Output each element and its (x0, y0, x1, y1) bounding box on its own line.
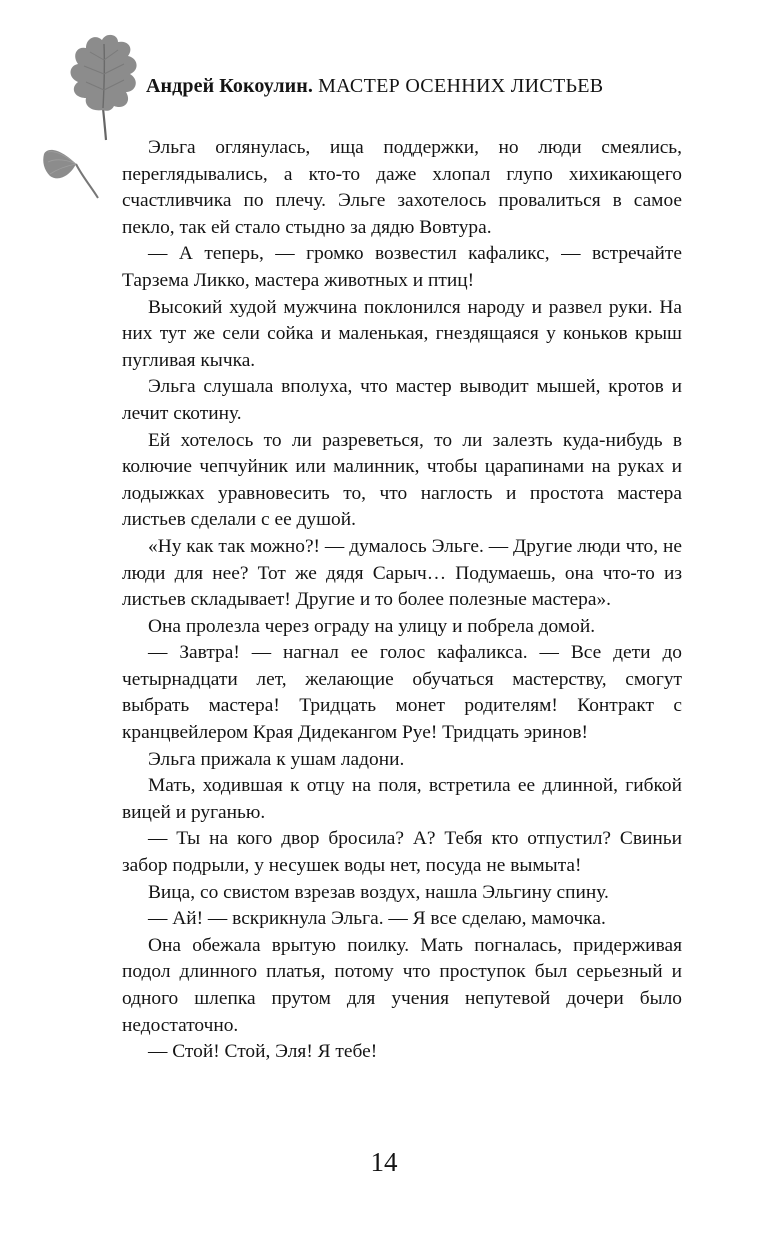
paragraph: — Ай! — вскрикнула Эльга. — Я все сделаю, мамочка. (148, 908, 606, 930)
text-body (122, 135, 682, 1066)
paragraph: — Стой! Стой, Эля! Я тебе! (148, 1041, 378, 1063)
page-number: 14 (370, 1147, 398, 1177)
paragraph: Вица, со свистом взрезав воздух, нашла Эльгину спину. (148, 881, 609, 903)
paragraph: «Ну как так можно?! — думалось Эльге. — Другие люди что, не люди для нее? Тот же дядя Сарыч… Подумаешь, она что-то из листьев складывает! Другие и то более полезные мастера». (122, 535, 682, 611)
paragraph: Высокий худой мужчина поклонился народу и развел руки. На них тут же сели сойка и маленькая, гнездящаяся у коньков крыш пугливая кычка. (122, 296, 682, 371)
paragraph: Эльга слушала вполуха, что мастер выводит мышей, кротов и лечит скотину. (122, 376, 682, 424)
running-header (146, 74, 603, 98)
paragraph: — Ты на кого двор бросила? А? Тебя кто отпустил? Свиньи забор подрыли, у несушек воды нет, посуда не вымыта! (122, 828, 682, 877)
paragraph: Она пролезла через ограду на улицу и побрела домой. (148, 615, 596, 637)
paragraph: — Завтра! — нагнал ее голос кафаликса. — Все дети до четырнадцати лет, желающие обучаться мастерству, смогут выбрать мастера! Тридцать монет родителям! Контракт с кранцвейлером Края Дидекангом Руе! Тридцать эринов! (122, 642, 682, 744)
ginkgo-leaf-icon (42, 136, 116, 200)
paragraph: Мать, ходившая к отцу на поля, встретила ее длинной, гибкой вицей и руганью. (122, 775, 682, 823)
paragraph: Эльга прижала к ушам ладони. (148, 748, 405, 770)
paragraph: — А теперь, — громко возвестил кафаликс, — встречайте Тарзема Ликко, мастера животных и птиц! (122, 243, 682, 291)
header-author: Андрей Кокоулин. (146, 75, 313, 97)
paragraph: Ей хотелось то ли разреветься, то ли залезть куда-нибудь в колючие чепчуйник или малинник, чтобы царапинами на руках и лодыжках уравновесить то, что наглость и простота мастера листьев сделали с ее душой. (122, 429, 682, 531)
oak-leaf-icon (66, 32, 142, 142)
paragraph: Эльга оглянулась, ища поддержки, но люди смеялись, переглядывались, а кто-то даже хлопал глупо хихикающего счастливчика по плечу. Эльге захотелось провалиться в самое пекло, так ей стало стыдно за дядю Вовтура. (122, 137, 682, 238)
paragraph: Она обежала врытую поилку. Мать погналась, придерживая подол длинного платья, потому что проступок был серьезный и одного шлепка прутом для учения непутевой дочери было недостаточно. (122, 934, 682, 1036)
header-book-title: МАСТЕР ОСЕННИХ ЛИСТЬЕВ (318, 75, 604, 97)
